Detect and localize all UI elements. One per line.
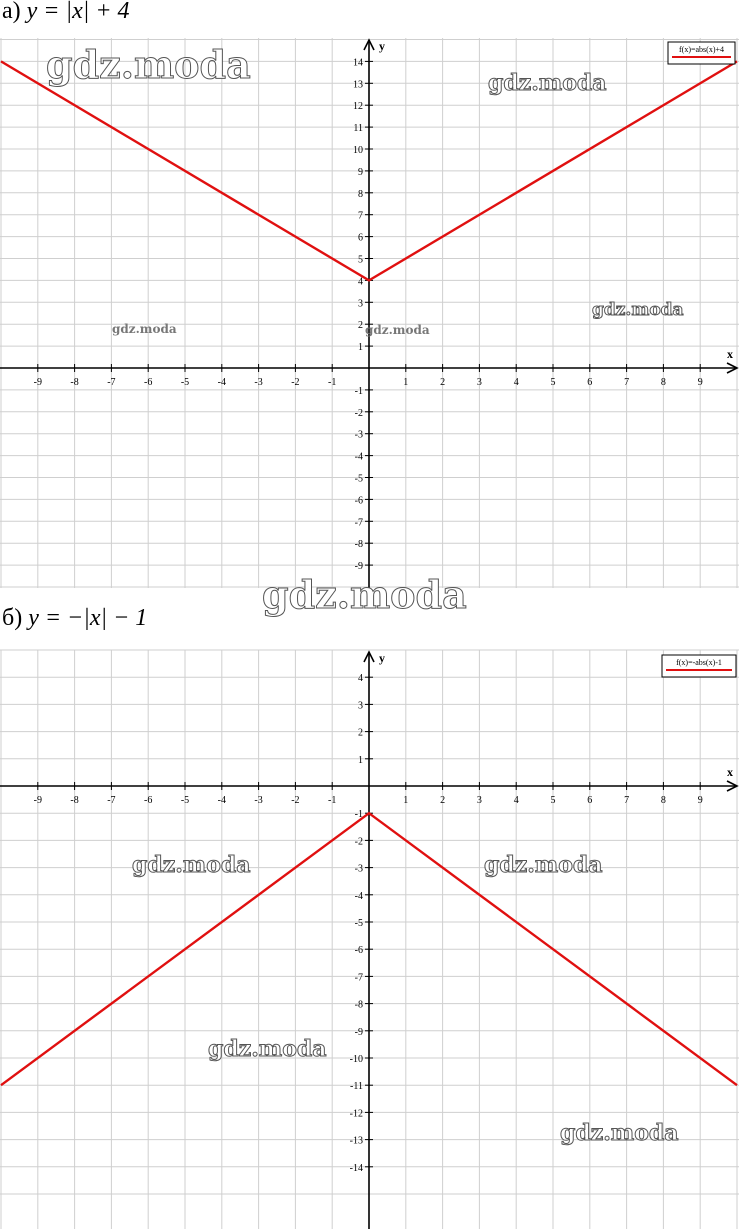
chart-1-caption-prefix: а)	[2, 0, 21, 24]
y-tick-label: -5	[354, 918, 363, 929]
x-tick-label: 8	[660, 795, 666, 806]
x-tick-label: -9	[33, 377, 42, 388]
x-tick-label: 1	[403, 377, 409, 388]
x-tick-label: -2	[291, 795, 300, 806]
x-tick-label: 6	[587, 795, 593, 806]
y-tick-label: -6	[354, 945, 363, 957]
x-tick-label: -7	[107, 795, 116, 806]
watermark: gdz.moda	[112, 322, 177, 336]
x-axis-label: x	[727, 347, 733, 361]
x-tick-label: -6	[144, 377, 153, 388]
y-axis-label: y	[379, 39, 385, 53]
x-tick-label: 3	[476, 795, 482, 806]
x-tick-label: -5	[180, 795, 190, 806]
y-tick-label: 10	[353, 145, 363, 156]
y-tick-label: 4	[358, 673, 363, 685]
x-tick-label: 2	[440, 377, 446, 388]
x-tick-label: -1	[328, 795, 337, 806]
y-tick-label: 6	[358, 232, 363, 244]
watermark: gdz.moda	[488, 70, 607, 96]
y-tick-label: -2	[354, 836, 363, 848]
x-tick-label: -4	[217, 795, 226, 806]
chart-2-caption-prefix: б)	[2, 605, 23, 631]
x-tick-label: 6	[587, 377, 593, 388]
x-tick-label: 7	[624, 795, 630, 806]
x-tick-label: -4	[217, 377, 226, 388]
y-tick-label: -9	[354, 561, 363, 573]
x-tick-label: 7	[624, 377, 630, 388]
y-tick-label: -7	[354, 517, 363, 529]
y-tick-label: 1	[358, 342, 363, 354]
legend-label: f(x)=-abs(x)-1	[676, 658, 722, 667]
y-tick-label: 14	[353, 57, 363, 69]
y-tick-label: -13	[349, 1135, 363, 1147]
y-tick-label: -7	[354, 972, 363, 984]
y-tick-label: 1	[358, 754, 363, 766]
watermark: gdz.moda	[484, 852, 603, 878]
x-tick-label: -2	[291, 377, 300, 388]
y-tick-label: -14	[349, 1162, 363, 1174]
x-tick-label: 5	[550, 795, 556, 806]
y-tick-label: -11	[350, 1081, 363, 1093]
y-tick-label: 12	[353, 101, 363, 113]
y-tick-label: -3	[354, 429, 363, 441]
x-tick-label: -3	[254, 795, 263, 806]
y-tick-label: -3	[354, 863, 363, 875]
y-axis-label: y	[379, 651, 385, 665]
y-tick-label: 5	[358, 254, 363, 266]
x-tick-label: 9	[697, 377, 703, 388]
watermark: gdz.moda	[132, 852, 251, 878]
y-tick-label: -1	[354, 385, 363, 397]
watermark: gdz.moda	[365, 323, 430, 337]
chart-2-caption	[2, 605, 147, 632]
y-tick-label: 4	[358, 276, 363, 288]
watermark: gdz.moda	[46, 42, 251, 87]
y-tick-label: -9	[354, 1026, 363, 1038]
legend-label: f(x)=abs(x)+4	[678, 45, 725, 54]
x-tick-label: 4	[513, 795, 519, 806]
x-tick-label: 3	[476, 377, 482, 388]
y-tick-label: -10	[349, 1054, 363, 1065]
y-tick-label: -8	[354, 539, 363, 551]
chart-1-caption	[2, 0, 130, 25]
y-tick-label: 2	[358, 727, 363, 739]
x-tick-label: 4	[513, 377, 519, 388]
y-tick-label: -1	[354, 809, 363, 821]
y-tick-label: 2	[358, 320, 363, 332]
x-tick-label: -1	[328, 377, 337, 388]
watermark: gdz.moda	[592, 300, 684, 320]
y-tick-label: -12	[349, 1108, 363, 1120]
x-tick-label: 1	[403, 795, 409, 806]
y-tick-label: 3	[358, 298, 363, 310]
x-axis-label: x	[727, 765, 733, 779]
y-tick-label: -8	[354, 999, 363, 1011]
chart-2-caption-formula: y = −|x| − 1	[28, 605, 148, 631]
x-tick-label: -8	[70, 795, 79, 806]
x-tick-label: 8	[660, 377, 666, 388]
x-tick-label: -7	[107, 377, 116, 388]
x-tick-label: -6	[144, 795, 153, 806]
watermark: gdz.moda	[262, 572, 467, 617]
y-tick-label: 11	[353, 123, 363, 135]
chart-1-caption-formula: y = |x| + 4	[26, 0, 130, 24]
y-tick-label: -5	[354, 473, 363, 485]
y-tick-label: -6	[354, 495, 363, 507]
y-tick-label: 13	[353, 79, 363, 91]
watermark: gdz.moda	[560, 1120, 679, 1146]
x-tick-label: -8	[70, 377, 79, 388]
y-tick-label: -4	[354, 890, 363, 902]
x-tick-label: -3	[254, 377, 263, 388]
x-tick-label: 9	[697, 795, 703, 806]
watermark: gdz.moda	[208, 1036, 327, 1062]
x-tick-label: -5	[180, 377, 190, 388]
x-tick-label: 2	[440, 795, 446, 806]
y-tick-label: 9	[358, 166, 363, 178]
y-tick-label: 3	[358, 700, 363, 712]
y-tick-label: 7	[358, 210, 363, 222]
y-tick-label: 8	[358, 188, 363, 200]
y-tick-label: -2	[354, 407, 363, 419]
x-tick-label: 5	[550, 377, 556, 388]
x-tick-label: -9	[33, 795, 42, 806]
y-tick-label: -4	[354, 451, 363, 463]
